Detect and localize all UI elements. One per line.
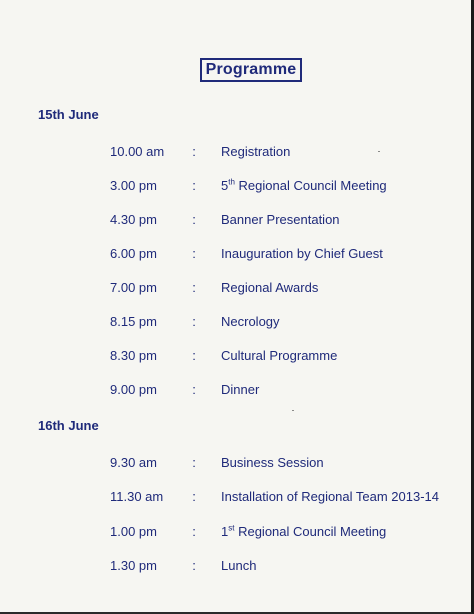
schedule-event — [221, 347, 337, 365]
schedule-row — [0, 245, 474, 263]
schedule-event-text: Cultural Programme — [221, 348, 338, 363]
schedule-event-text: Lunch — [221, 558, 257, 573]
schedule-event — [221, 557, 256, 575]
schedule-separator: : — [192, 178, 196, 193]
schedule-separator: : — [192, 348, 196, 363]
schedule-row — [0, 279, 474, 297]
schedule-event-text: Dinner — [221, 382, 260, 397]
day-heading-2: 16th June — [38, 418, 99, 433]
schedule-row — [0, 313, 474, 331]
schedule-event-text: Registration — [221, 144, 291, 159]
schedule-time: 9.00 pm — [110, 382, 157, 397]
schedule-event — [221, 313, 280, 331]
schedule-time: 1.30 pm — [110, 558, 157, 573]
schedule-separator: : — [192, 212, 196, 227]
schedule-time: 10.00 am — [110, 144, 165, 159]
schedule-time: 6.00 pm — [110, 246, 157, 261]
schedule-separator: : — [192, 246, 196, 261]
schedule-separator: : — [192, 314, 196, 329]
schedule-event-text: Business Session — [221, 455, 324, 470]
schedule-row — [0, 488, 474, 506]
ordinal-suffix: st — [228, 523, 235, 533]
schedule-event — [221, 488, 439, 506]
schedule-event — [221, 454, 324, 472]
page-title: Programme — [200, 58, 302, 82]
schedule-row — [0, 523, 474, 541]
schedule-event — [221, 381, 259, 399]
schedule-separator: : — [192, 280, 196, 295]
schedule-separator: : — [192, 489, 196, 504]
schedule-time: 1.00 pm — [110, 524, 157, 539]
schedule-event — [221, 523, 386, 541]
schedule-event-text: Regional Council Meeting — [234, 178, 387, 193]
schedule-separator: : — [192, 382, 196, 397]
schedule-separator: : — [192, 455, 196, 470]
schedule-time: 4.30 pm — [110, 212, 157, 227]
schedule-row — [0, 211, 474, 229]
schedule-separator: : — [192, 144, 196, 159]
scan-speck — [378, 151, 380, 152]
day-heading-1: 15th June — [38, 107, 99, 122]
schedule-row — [0, 143, 474, 161]
schedule-time: 3.00 pm — [110, 178, 157, 193]
schedule-time: 9.30 am — [110, 455, 157, 470]
schedule-time: 7.00 pm — [110, 280, 157, 295]
ordinal-suffix: th — [228, 177, 235, 187]
schedule-time: 8.30 pm — [110, 348, 157, 363]
scan-speck — [292, 410, 294, 411]
schedule-event-text: Inauguration by Chief Guest — [221, 246, 383, 261]
schedule-event — [221, 143, 290, 161]
schedule-event-text: Banner Presentation — [221, 212, 340, 227]
schedule-event-text: Regional Awards — [221, 280, 319, 295]
schedule-row — [0, 454, 474, 472]
schedule-event — [221, 177, 387, 195]
schedule-event-text: Regional Council Meeting — [234, 524, 387, 539]
schedule-event — [221, 245, 383, 263]
schedule-row — [0, 381, 474, 399]
ordinal-number: 1 — [221, 524, 229, 539]
schedule-separator: : — [192, 524, 196, 539]
schedule-row — [0, 557, 474, 575]
ordinal-number: 5 — [221, 178, 229, 193]
schedule-separator: : — [192, 558, 196, 573]
schedule-time: 8.15 pm — [110, 314, 157, 329]
schedule-event-text: Installation of Regional Team 2013-14 — [221, 489, 440, 504]
schedule-row — [0, 177, 474, 195]
schedule-event-text: Necrology — [221, 314, 280, 329]
schedule-event — [221, 211, 340, 229]
schedule-time: 11.30 am — [110, 489, 164, 504]
schedule-row — [0, 347, 474, 365]
schedule-event — [221, 279, 318, 297]
